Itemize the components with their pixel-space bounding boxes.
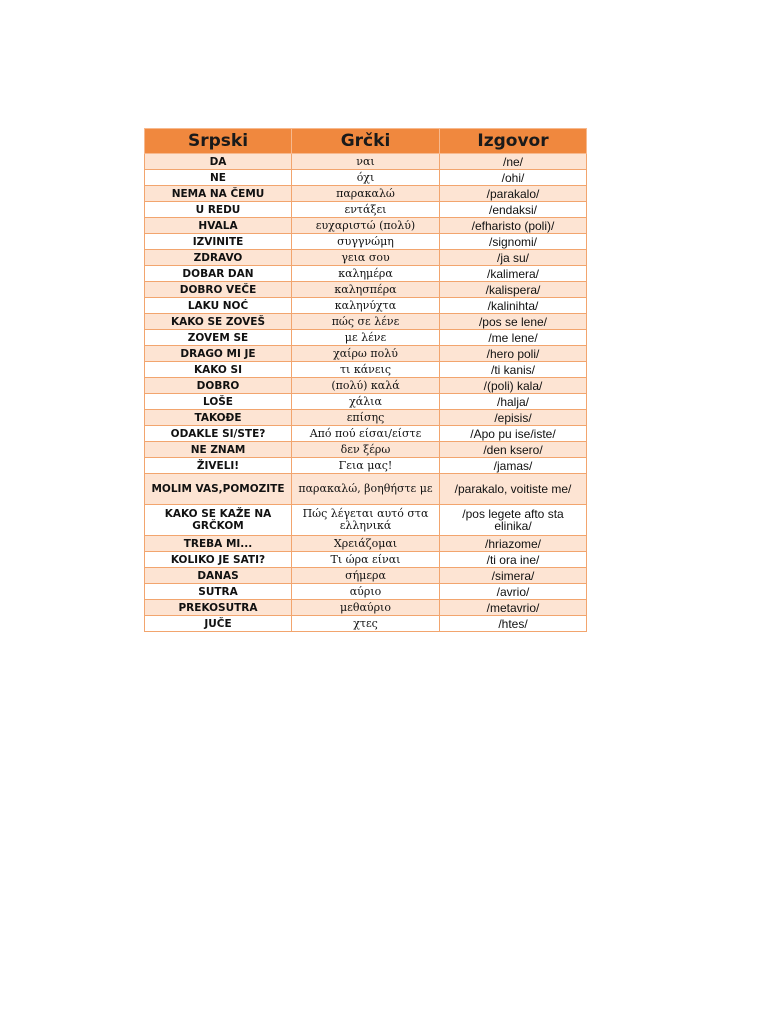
serbian-cell: TAKOĐE bbox=[145, 410, 292, 426]
table-row bbox=[145, 298, 587, 314]
header-row bbox=[145, 129, 587, 154]
pronunciation-cell: /metavrio/ bbox=[440, 600, 587, 616]
table-row bbox=[145, 552, 587, 568]
greek-cell: (πολύ) καλά bbox=[292, 378, 440, 394]
table-row bbox=[145, 186, 587, 202]
table-row bbox=[145, 536, 587, 552]
greek-cell: χαίρω πολύ bbox=[292, 346, 440, 362]
greek-cell: παρακαλώ, βοηθήστε με bbox=[292, 474, 440, 505]
greek-cell: εντάξει bbox=[292, 202, 440, 218]
pronunciation-cell: /kalimera/ bbox=[440, 266, 587, 282]
serbian-cell: ODAKLE SI/STE? bbox=[145, 426, 292, 442]
table-row bbox=[145, 505, 587, 536]
table-row bbox=[145, 250, 587, 266]
pronunciation-cell: /ja su/ bbox=[440, 250, 587, 266]
serbian-cell: ZDRAVO bbox=[145, 250, 292, 266]
serbian-cell: DA bbox=[145, 154, 292, 170]
serbian-cell: LOŠE bbox=[145, 394, 292, 410]
table-row bbox=[145, 394, 587, 410]
table-row bbox=[145, 282, 587, 298]
table-row bbox=[145, 346, 587, 362]
table-row bbox=[145, 218, 587, 234]
pronunciation-cell: /signomi/ bbox=[440, 234, 587, 250]
pronunciation-cell: /hriazome/ bbox=[440, 536, 587, 552]
pronunciation-cell: /endaksi/ bbox=[440, 202, 587, 218]
pronunciation-cell: /me lene/ bbox=[440, 330, 587, 346]
greek-cell: αύριο bbox=[292, 584, 440, 600]
table-row bbox=[145, 600, 587, 616]
table-row bbox=[145, 426, 587, 442]
table-row bbox=[145, 330, 587, 346]
greek-cell: χάλια bbox=[292, 394, 440, 410]
pronunciation-cell: /Apo pu ise/iste/ bbox=[440, 426, 587, 442]
serbian-cell: DOBRO bbox=[145, 378, 292, 394]
serbian-cell: JUČE bbox=[145, 616, 292, 632]
greek-cell: γεια σου bbox=[292, 250, 440, 266]
table-row bbox=[145, 266, 587, 282]
serbian-cell: U REDU bbox=[145, 202, 292, 218]
pronunciation-cell: /jamas/ bbox=[440, 458, 587, 474]
greek-cell: καλημέρα bbox=[292, 266, 440, 282]
pronunciation-cell: /ti kanis/ bbox=[440, 362, 587, 378]
greek-cell: παρακαλώ bbox=[292, 186, 440, 202]
pronunciation-cell: /ohi/ bbox=[440, 170, 587, 186]
serbian-cell: SUTRA bbox=[145, 584, 292, 600]
greek-cell: πώς σε λένε bbox=[292, 314, 440, 330]
serbian-cell: NE bbox=[145, 170, 292, 186]
greek-cell: ευχαριστώ (πολύ) bbox=[292, 218, 440, 234]
greek-cell: συγγνώμη bbox=[292, 234, 440, 250]
header-srpski: Srpski bbox=[145, 129, 292, 154]
pronunciation-cell: /parakalo/ bbox=[440, 186, 587, 202]
table-row bbox=[145, 568, 587, 584]
pronunciation-cell: /avrio/ bbox=[440, 584, 587, 600]
serbian-cell: PREKOSUTRA bbox=[145, 600, 292, 616]
greek-cell: με λένε bbox=[292, 330, 440, 346]
table-row bbox=[145, 234, 587, 250]
table-row bbox=[145, 378, 587, 394]
serbian-cell: ZOVEM SE bbox=[145, 330, 292, 346]
serbian-cell: DANAS bbox=[145, 568, 292, 584]
serbian-cell: IZVINITE bbox=[145, 234, 292, 250]
pronunciation-cell: /(poli) kala/ bbox=[440, 378, 587, 394]
header-grcki: Grčki bbox=[292, 129, 440, 154]
greek-cell: επίσης bbox=[292, 410, 440, 426]
pronunciation-cell: /pos se lene/ bbox=[440, 314, 587, 330]
serbian-cell: DOBAR DAN bbox=[145, 266, 292, 282]
serbian-cell: KAKO SE KAŽE NA GRČKOM bbox=[145, 505, 292, 536]
table-row bbox=[145, 474, 587, 505]
greek-cell: μεθαύριο bbox=[292, 600, 440, 616]
pronunciation-cell: /pos legete afto sta elinika/ bbox=[440, 505, 587, 536]
pronunciation-cell: /simera/ bbox=[440, 568, 587, 584]
greek-cell: καληνύχτα bbox=[292, 298, 440, 314]
pronunciation-cell: /kalinihta/ bbox=[440, 298, 587, 314]
table-body bbox=[145, 154, 587, 632]
pronunciation-cell: /parakalo, voitiste me/ bbox=[440, 474, 587, 505]
greek-cell: όχι bbox=[292, 170, 440, 186]
pronunciation-cell: /kalispera/ bbox=[440, 282, 587, 298]
greek-cell: Γεια μας! bbox=[292, 458, 440, 474]
serbian-cell: HVALA bbox=[145, 218, 292, 234]
pronunciation-cell: /hero poli/ bbox=[440, 346, 587, 362]
greek-cell: ναι bbox=[292, 154, 440, 170]
phrase-table bbox=[144, 128, 587, 632]
greek-cell: σήμερα bbox=[292, 568, 440, 584]
serbian-cell: NE ZNAM bbox=[145, 442, 292, 458]
pronunciation-cell: /htes/ bbox=[440, 616, 587, 632]
table-row bbox=[145, 314, 587, 330]
serbian-cell: KOLIKO JE SATI? bbox=[145, 552, 292, 568]
table-row bbox=[145, 362, 587, 378]
header-izgovor: Izgovor bbox=[440, 129, 587, 154]
pronunciation-cell: /ne/ bbox=[440, 154, 587, 170]
table-row bbox=[145, 154, 587, 170]
greek-cell: Πώς λέγεται αυτό στα ελληνικά bbox=[292, 505, 440, 536]
table-row bbox=[145, 410, 587, 426]
greek-cell: Από πού είσαι/είστε bbox=[292, 426, 440, 442]
pronunciation-cell: /den ksero/ bbox=[440, 442, 587, 458]
serbian-cell: DRAGO MI JE bbox=[145, 346, 292, 362]
greek-cell: χτες bbox=[292, 616, 440, 632]
greek-cell: καλησπέρα bbox=[292, 282, 440, 298]
table-row bbox=[145, 442, 587, 458]
serbian-cell: TREBA MI... bbox=[145, 536, 292, 552]
table-row bbox=[145, 616, 587, 632]
table-row bbox=[145, 458, 587, 474]
greek-cell: Τι ώρα είναι bbox=[292, 552, 440, 568]
serbian-cell: MOLIM VAS,POMOZITE bbox=[145, 474, 292, 505]
pronunciation-cell: /halja/ bbox=[440, 394, 587, 410]
pronunciation-cell: /episis/ bbox=[440, 410, 587, 426]
serbian-cell: DOBRO VEČE bbox=[145, 282, 292, 298]
greek-cell: δεν ξέρω bbox=[292, 442, 440, 458]
table-row bbox=[145, 170, 587, 186]
greek-cell: τι κάνεις bbox=[292, 362, 440, 378]
table-row bbox=[145, 584, 587, 600]
greek-cell: Χρειάζομαι bbox=[292, 536, 440, 552]
serbian-cell: LAKU NOĆ bbox=[145, 298, 292, 314]
serbian-cell: KAKO SE ZOVEŠ bbox=[145, 314, 292, 330]
pronunciation-cell: /efharisto (poli)/ bbox=[440, 218, 587, 234]
serbian-cell: NEMA NA ČEMU bbox=[145, 186, 292, 202]
serbian-cell: ŽIVELI! bbox=[145, 458, 292, 474]
table-row bbox=[145, 202, 587, 218]
pronunciation-cell: /ti ora ine/ bbox=[440, 552, 587, 568]
serbian-cell: KAKO SI bbox=[145, 362, 292, 378]
